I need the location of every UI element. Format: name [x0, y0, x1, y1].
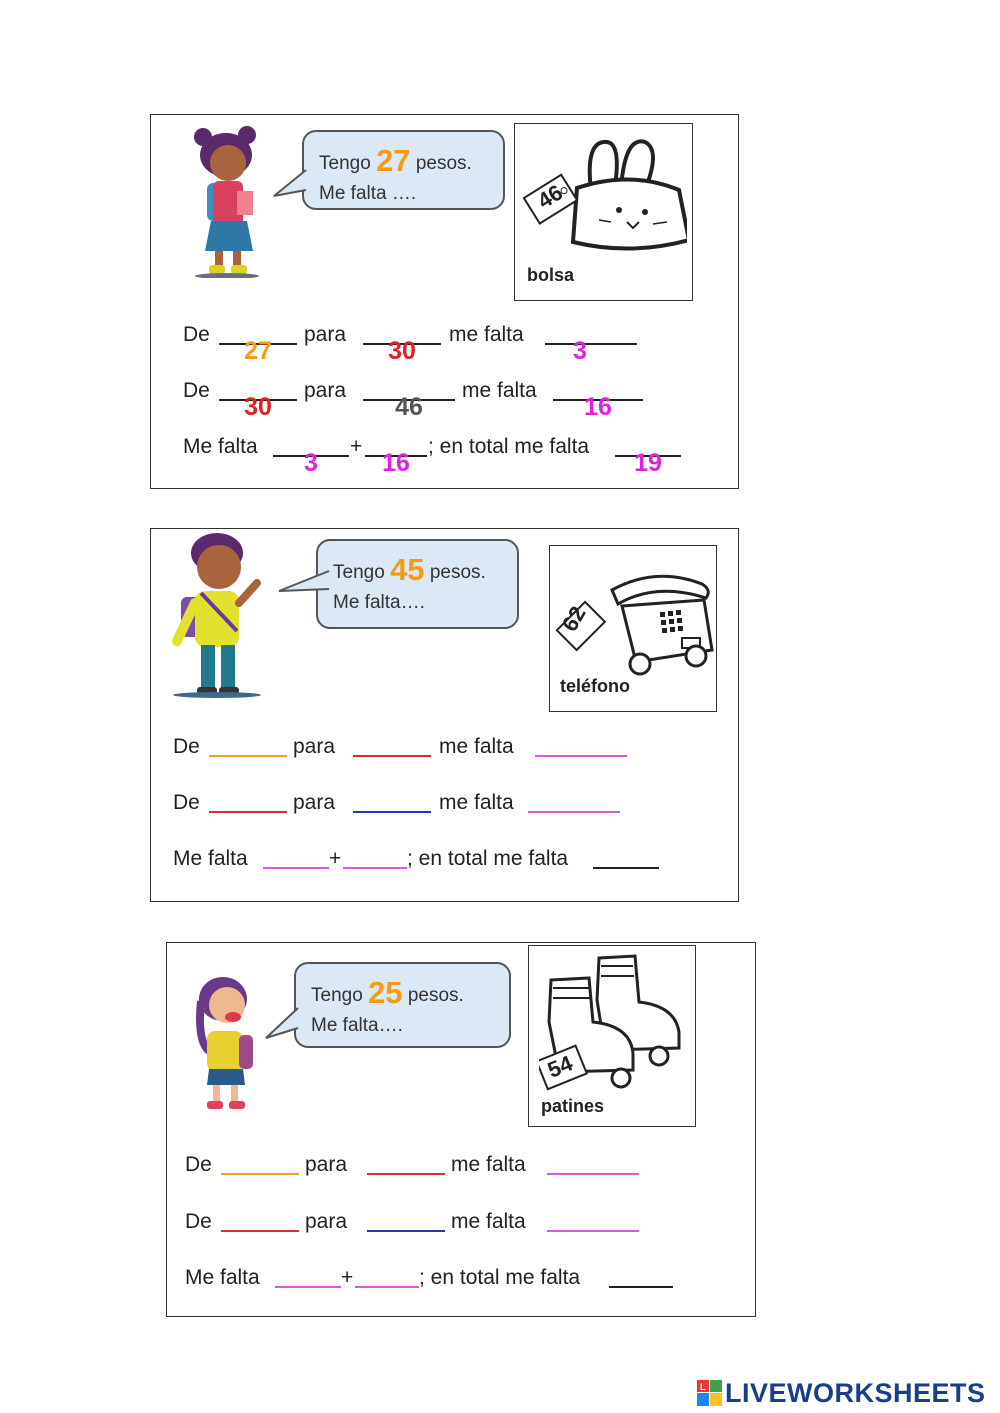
answer-blank[interactable]: 3	[273, 455, 349, 457]
me-falta-label: me falta	[462, 379, 537, 402]
answer-blank[interactable]	[353, 811, 431, 813]
price-tag-text: 54	[544, 1050, 577, 1083]
amount-number: 25	[368, 975, 403, 1010]
item-label: teléfono	[560, 676, 630, 696]
answer-blank[interactable]	[209, 811, 287, 813]
plus-sign: +	[341, 1266, 354, 1289]
amount-number: 45	[390, 552, 425, 587]
me-falta-label: me falta	[449, 323, 524, 346]
para-label: para	[293, 791, 336, 814]
me-falta-text: Me falta….	[311, 1015, 403, 1036]
exercise-card-2	[150, 528, 739, 902]
para-label: para	[305, 1210, 348, 1233]
price-tag-text: 46	[532, 179, 567, 214]
item-box	[549, 545, 717, 712]
girl-student-icon	[193, 971, 263, 1113]
me-falta-label: Me falta	[185, 1266, 260, 1289]
item-label: bolsa	[527, 265, 575, 285]
exercise-card-1	[150, 114, 739, 489]
me-falta-label: me falta	[451, 1210, 526, 1233]
me-falta-label: me falta	[439, 791, 514, 814]
amount-number: 27	[376, 143, 411, 178]
answer-blank[interactable]	[209, 755, 287, 757]
me-falta-label: me falta	[451, 1153, 526, 1176]
svg-text:L: L	[700, 1382, 706, 1392]
answer-blank[interactable]	[593, 867, 659, 869]
answer-blank[interactable]	[275, 1286, 341, 1288]
pesos-text: pesos.	[407, 985, 464, 1006]
speech-bubble	[294, 962, 511, 1048]
answer-blank[interactable]	[263, 867, 329, 869]
answer-blank[interactable]	[547, 1230, 639, 1232]
total-label: ; en total me falta	[428, 435, 590, 458]
me-falta-label: Me falta	[183, 435, 258, 458]
plus-sign: +	[329, 847, 342, 870]
tengo-text: Tengo	[319, 153, 371, 174]
exercise-card-3	[166, 942, 756, 1317]
answer-blank[interactable]	[343, 867, 407, 869]
para-label: para	[304, 379, 347, 402]
total-label: ; en total me falta	[419, 1266, 581, 1289]
answer-blank[interactable]	[367, 1230, 445, 1232]
speech-bubble	[302, 130, 505, 210]
de-label: De	[183, 379, 210, 402]
price-tag-text: 62	[556, 601, 591, 636]
me-falta-label: Me falta	[173, 847, 248, 870]
me-falta-text: Me falta ….	[319, 183, 417, 204]
girl-student-icon	[181, 123, 271, 278]
answer-blank[interactable]	[353, 755, 431, 757]
answer-blank[interactable]	[535, 755, 627, 757]
de-label: De	[185, 1210, 212, 1233]
me-falta-text: Me falta….	[333, 592, 425, 613]
answer-blank[interactable]: 46	[363, 399, 455, 401]
answer-blank[interactable]	[367, 1173, 445, 1175]
tengo-text: Tengo	[311, 985, 363, 1006]
answer-blank[interactable]: 30	[363, 343, 441, 345]
pesos-text: pesos.	[429, 562, 486, 583]
answer-blank[interactable]	[547, 1173, 639, 1175]
answer-blank[interactable]	[221, 1173, 299, 1175]
item-box	[528, 945, 696, 1127]
liveworksheets-logo-icon	[697, 1378, 723, 1408]
de-label: De	[185, 1153, 212, 1176]
answer-blank[interactable]	[355, 1286, 419, 1288]
answer-blank[interactable]: 30	[219, 399, 297, 401]
de-label: De	[173, 791, 200, 814]
plus-sign: +	[350, 435, 363, 458]
answer-blank[interactable]: 16	[553, 399, 643, 401]
total-label: ; en total me falta	[407, 847, 569, 870]
item-label: patines	[541, 1096, 605, 1116]
answer-blank[interactable]	[609, 1286, 673, 1288]
tengo-text: Tengo	[333, 562, 385, 583]
de-label: De	[173, 735, 200, 758]
answer-blank[interactable]: 27	[219, 343, 297, 345]
para-label: para	[293, 735, 336, 758]
para-label: para	[305, 1153, 348, 1176]
para-label: para	[304, 323, 347, 346]
answer-blank[interactable]	[221, 1230, 299, 1232]
de-label: De	[183, 323, 210, 346]
answer-blank[interactable]: 16	[365, 455, 427, 457]
item-box	[514, 123, 693, 301]
me-falta-label: me falta	[439, 735, 514, 758]
answer-blank[interactable]: 3	[545, 343, 637, 345]
boy-student-icon	[161, 531, 266, 699]
answer-blank[interactable]: 19	[615, 455, 681, 457]
answer-blank[interactable]	[528, 811, 620, 813]
speech-bubble	[316, 539, 519, 629]
brand-name: LIVEWORKSHEETS	[725, 1378, 986, 1408]
pesos-text: pesos.	[415, 153, 472, 174]
